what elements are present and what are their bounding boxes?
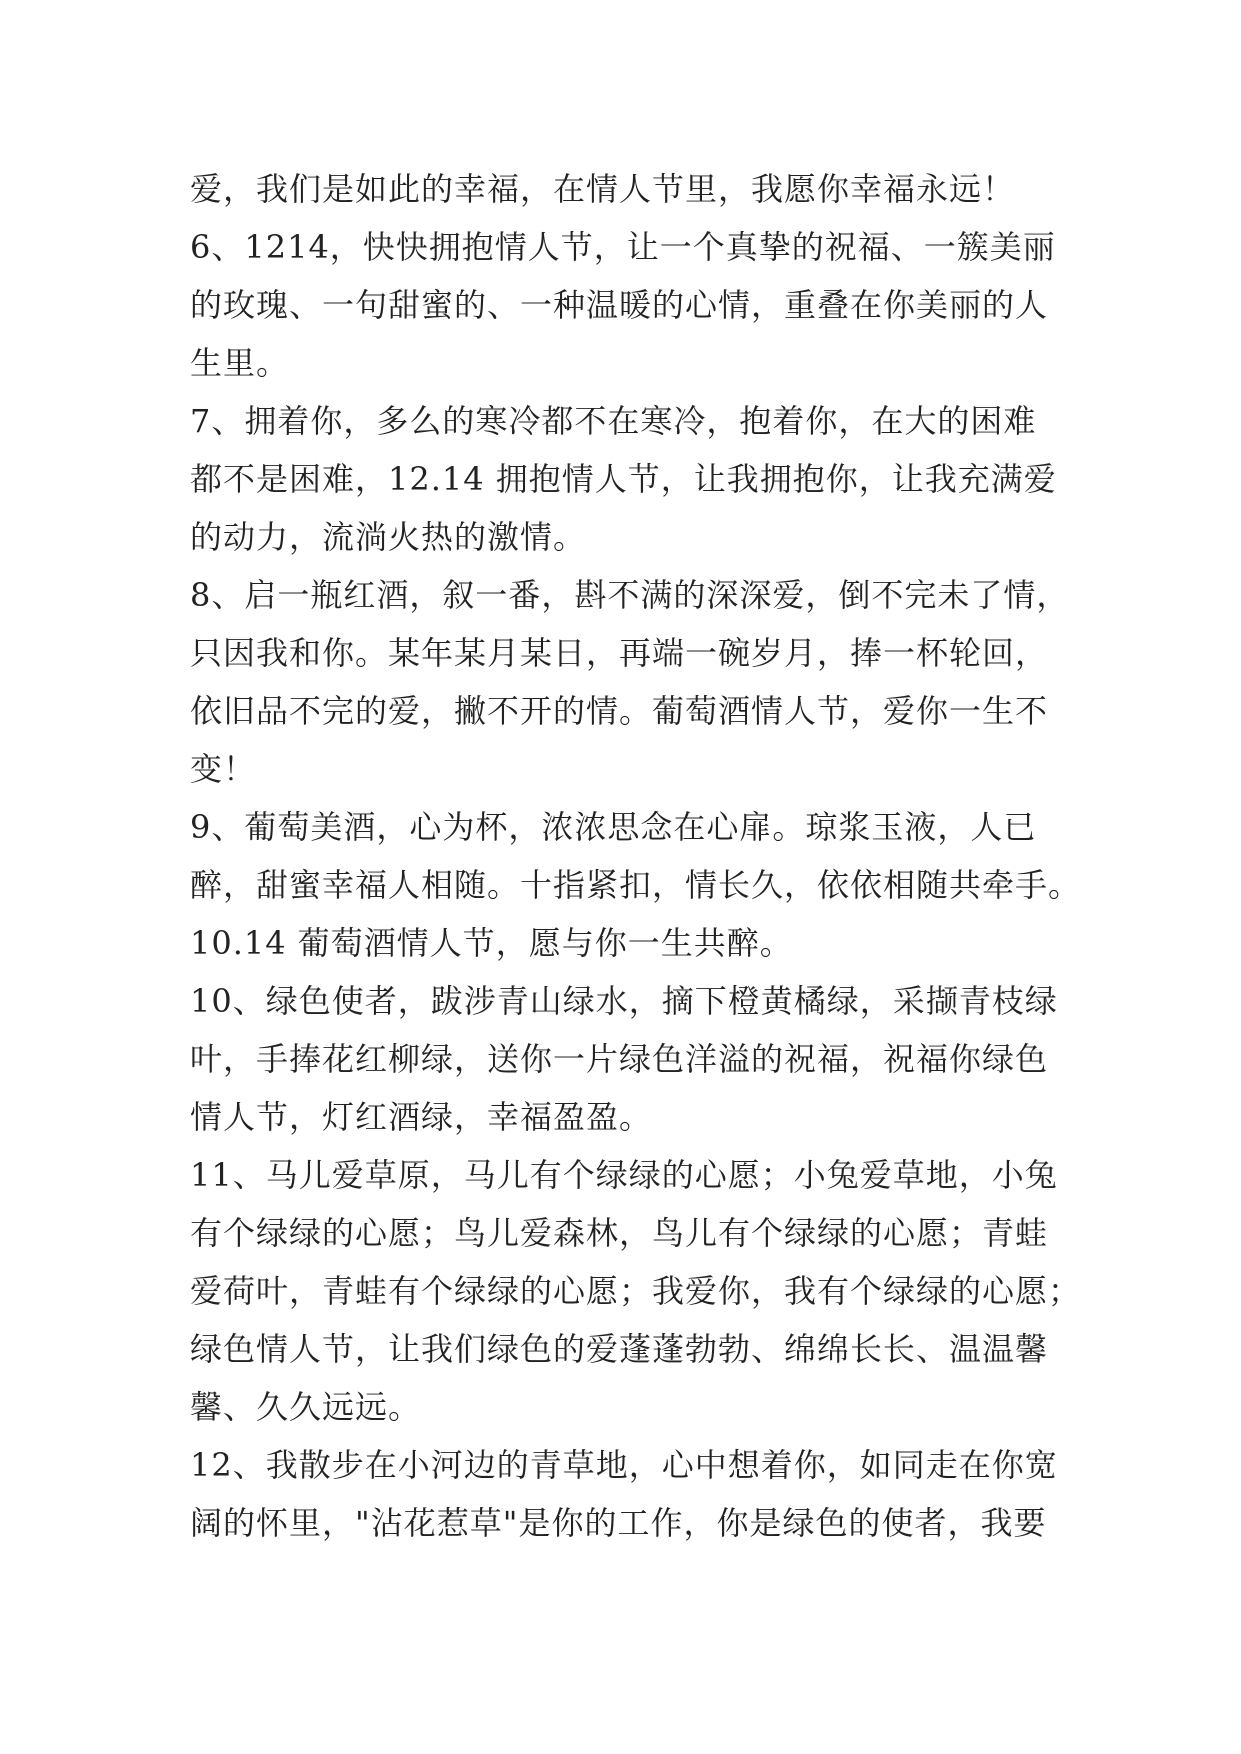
text-line: 阔的怀里，"沾花惹草"是你的工作，你是绿色的使者，我要 <box>190 1504 1047 1542</box>
text-line: 6、1214，快快拥抱情人节，让一个真挚的祝福、一簇美丽 <box>190 228 1056 266</box>
text-line: 叶，手捧花红柳绿，送你一片绿色洋溢的祝福，祝福你绿色 <box>190 1040 1049 1078</box>
text-line: 的动力，流淌火热的激情。 <box>190 518 587 556</box>
text-line: 有个绿绿的心愿；鸟儿爱森林，鸟儿有个绿绿的心愿；青蛙 <box>190 1214 1049 1252</box>
text-line: 12、我散步在小河边的青草地，心中想着你，如同走在你宽 <box>190 1446 1058 1484</box>
text-line: 绿色情人节，让我们绿色的爱蓬蓬勃勃、绵绵长长、温温馨 <box>190 1330 1049 1368</box>
text-line: 8、启一瓶红酒，叙一番，斟不满的深深爱，倒不完未了情， <box>190 576 1070 614</box>
text-line: 10、绿色使者，跋涉青山绿水，摘下橙黄橘绿，采撷青枝绿 <box>190 982 1058 1020</box>
text-line: 只因我和你。某年某月某日，再端一碗岁月，捧一杯轮回， <box>190 634 1049 672</box>
text-line: 7、拥着你，多么的寒冷都不在寒冷，抱着你，在大的困难 <box>190 402 1037 440</box>
text-line: 的玫瑰、一句甜蜜的、一种温暖的心情，重叠在你美丽的人 <box>190 286 1049 324</box>
body-text <box>190 160 1082 1552</box>
text-line: 馨、久久远远。 <box>190 1388 422 1426</box>
text-line: 爱荷叶，青蛙有个绿绿的心愿；我爱你，我有个绿绿的心愿； <box>190 1272 1082 1310</box>
text-line: 10.14 葡萄酒情人节，愿与你一生共醉。 <box>190 924 793 962</box>
text-line: 生里。 <box>190 344 290 382</box>
text-line: 变！ <box>190 750 257 788</box>
text-line: 11、马儿爱草原，马儿有个绿绿的心愿；小兔爱草地，小兔 <box>190 1156 1058 1194</box>
text-line: 爱，我们是如此的幸福，在情人节里，我愿你幸福永远！ <box>190 170 1016 208</box>
text-line: 都不是困难，12.14 拥抱情人节，让我拥抱你，让我充满爱 <box>190 460 1057 498</box>
text-line: 醉，甜蜜幸福人相随。十指紧扣，情长久，依依相随共牵手。 <box>190 866 1082 904</box>
text-line: 依旧品不完的爱，撇不开的情。葡萄酒情人节，爱你一生不 <box>190 692 1049 730</box>
text-line: 9、葡萄美酒，心为杯，浓浓思念在心扉。琼浆玉液，人已 <box>190 808 1037 846</box>
text-line: 情人节，灯红酒绿，幸福盈盈。 <box>190 1098 653 1136</box>
